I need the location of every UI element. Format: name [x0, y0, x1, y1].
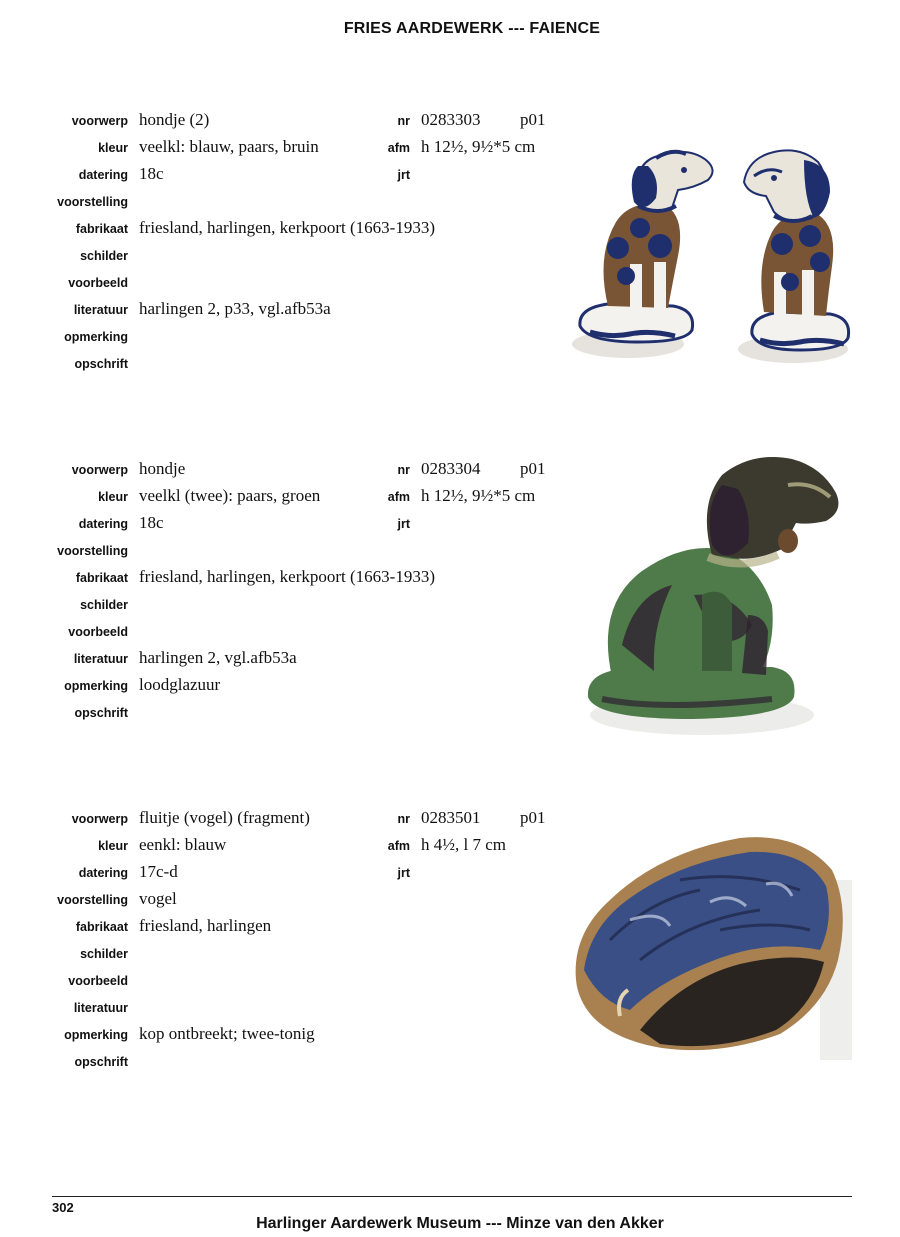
field-value: 0283303 — [421, 110, 481, 129]
field-value: friesland, harlingen, kerkpoort (1663-1933) — [139, 567, 435, 586]
field-label: datering — [78, 517, 128, 531]
field-label: nr — [397, 463, 410, 477]
field-label: voorwerp — [71, 114, 128, 128]
field-value: 0283304 — [421, 459, 481, 478]
field-label: voorstelling — [57, 195, 128, 209]
page-footer: Harlinger Aardewerk Museum --- Minze van den Akker — [256, 1215, 664, 1232]
field-label: schilder — [80, 249, 128, 263]
footer-divider — [52, 1196, 852, 1197]
field-label: opschrift — [74, 1055, 128, 1069]
field-value: harlingen 2, p33, vgl.afb53a — [139, 299, 331, 318]
field-label: nr — [397, 812, 410, 826]
object-photo-dogs-pair — [568, 136, 852, 368]
field-value: hondje (2) — [139, 110, 210, 129]
field-label: voorbeeld — [68, 974, 128, 988]
field-label: datering — [78, 168, 128, 182]
field-label: jrt — [397, 866, 410, 880]
field-label: voorwerp — [71, 812, 128, 826]
field-value: 17c-d — [139, 862, 178, 881]
field-label: afm — [387, 490, 410, 504]
field-label: datering — [78, 866, 128, 880]
field-label: kleur — [98, 141, 128, 155]
field-label: schilder — [80, 947, 128, 961]
field-value: loodglazuur — [139, 675, 221, 694]
field-label: literatuur — [73, 1001, 128, 1015]
field-label: kleur — [98, 839, 128, 853]
field-value: veelkl (twee): paars, groen — [139, 486, 321, 505]
field-value: h 12½, 9½*5 cm — [421, 137, 536, 156]
field-label: jrt — [397, 517, 410, 531]
field-value: fluitje (vogel) (fragment) — [139, 808, 310, 827]
field-value: kop ontbreekt; twee-tonig — [139, 1024, 315, 1043]
field-value: 18c — [139, 513, 164, 532]
field-label: kleur — [98, 490, 128, 504]
field-value: 0283501 — [421, 808, 481, 827]
field-value: friesland, harlingen, kerkpoort (1663-1933) — [139, 218, 435, 237]
field-label: voorbeeld — [68, 625, 128, 639]
page-code: p01 — [520, 808, 546, 827]
field-label: opmerking — [64, 330, 128, 344]
field-label: schilder — [80, 598, 128, 612]
field-value: 18c — [139, 164, 164, 183]
field-value: h 12½, 9½*5 cm — [421, 486, 536, 505]
field-label: fabrikaat — [75, 571, 128, 585]
field-label: fabrikaat — [75, 920, 128, 934]
field-label: nr — [397, 114, 410, 128]
field-label: opmerking — [64, 679, 128, 693]
catalog-record — [0, 110, 900, 390]
page-title: FRIES AARDEWERK --- FAIENCE — [343, 20, 601, 37]
catalog-record — [0, 459, 900, 739]
page-code: p01 — [520, 459, 546, 478]
field-label: literatuur — [73, 652, 128, 666]
field-label: opmerking — [64, 1028, 128, 1042]
page-number: 302 — [52, 1200, 74, 1215]
field-label: jrt — [397, 168, 410, 182]
field-value: eenkl: blauw — [139, 835, 227, 854]
field-label: voorwerp — [71, 463, 128, 477]
field-label: fabrikaat — [75, 222, 128, 236]
object-photo-dog-green — [582, 445, 850, 747]
field-label: opschrift — [74, 706, 128, 720]
field-label: literatuur — [73, 303, 128, 317]
field-label: voorbeeld — [68, 276, 128, 290]
field-label: afm — [387, 839, 410, 853]
field-value: friesland, harlingen — [139, 916, 272, 935]
field-value: vogel — [139, 889, 177, 908]
catalog-record — [0, 808, 900, 1088]
field-label: voorstelling — [57, 893, 128, 907]
object-photo-whistle-fragment — [570, 830, 852, 1066]
field-label: afm — [387, 141, 410, 155]
field-value: veelkl: blauw, paars, bruin — [139, 137, 319, 156]
field-label: opschrift — [74, 357, 128, 371]
field-label: voorstelling — [57, 544, 128, 558]
field-value: hondje — [139, 459, 186, 478]
field-value: harlingen 2, vgl.afb53a — [139, 648, 297, 667]
page-code: p01 — [520, 110, 546, 129]
field-value: h 4½, l 7 cm — [421, 835, 506, 854]
